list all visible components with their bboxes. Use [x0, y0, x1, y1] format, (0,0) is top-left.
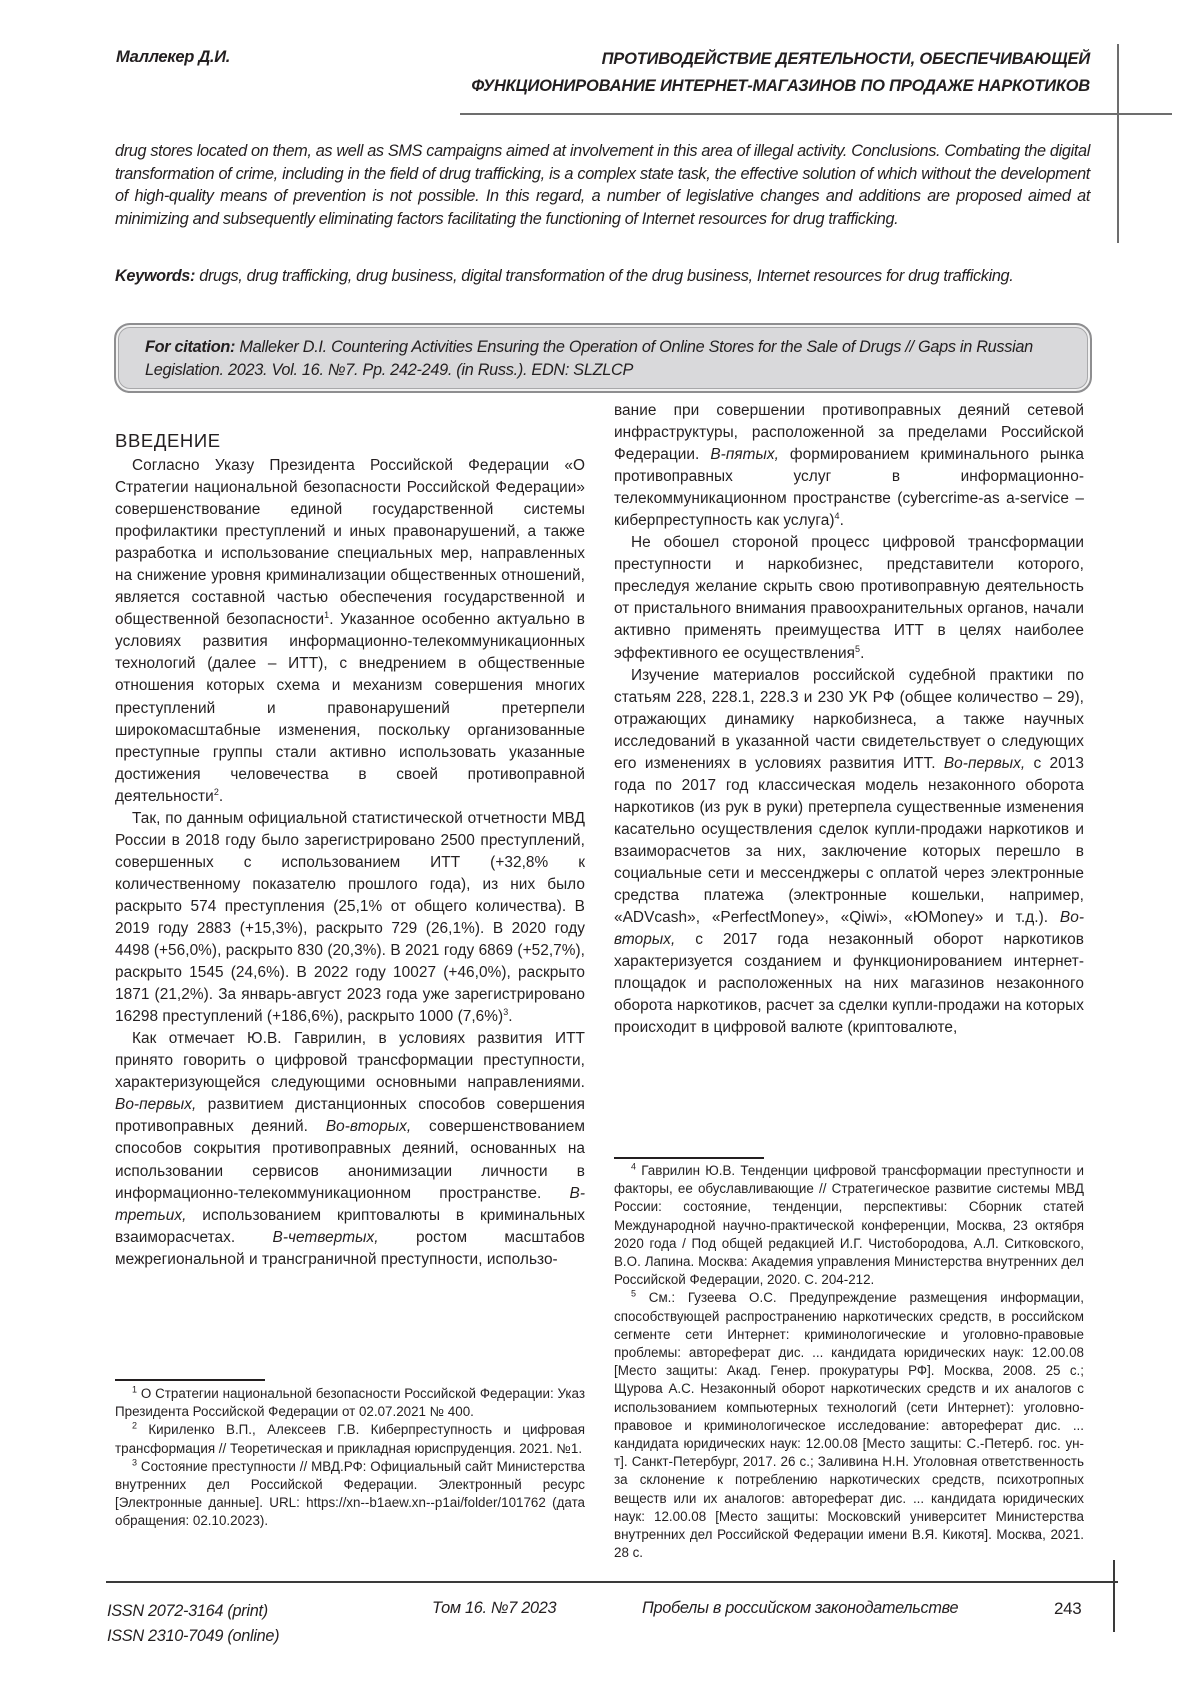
- footnote: $^4$ Гаврилин Ю.В. Тенденции цифровой трансформации преступности и факторы, ее обуславливающие // Стратегическое развитие системы МВД России: состояние, тенденции, перспективы: Сборник статей Международной научно-практической конференции, Москва, 23 октября 2020 года / Под общей редакцией И.Г. Чистобородова, А.Л. Ситковского, В.О. Лапина. Москва: Академия управления Министерства внутренних дел Российской Федерации, 2020. С. 204-212.: [614, 1161, 1084, 1288]
- running-header-title-line1: ПРОТИВОДЕЙСТВИЕ ДЕЯТЕЛЬНОСТИ, ОБЕСПЕЧИВАЮЩЕЙ: [601, 50, 1090, 68]
- paragraph: вание при совершении противоправных деяний сетевой инфраструктуры, расположенной за пределами Российской Федерации. В-пятых, формированием криминального рынка противоправных услуг в информационно-телекоммуникационном пространстве (cybercrime-as a-service – киберпреступность как услуга)$^4$.: [614, 402, 1084, 530]
- footnote-ref[interactable]: 5: [855, 643, 861, 654]
- keywords-label: Keywords:: [115, 267, 196, 285]
- header-horizontal-rule: [460, 113, 1172, 115]
- footer-vertical-rule: [1113, 1560, 1115, 1632]
- paragraph: Не обошел стороной процесс цифровой трансформации преступности и наркобизнес, представители которого, преследуя желание скрыть свою противоправную деятельность от пристального внимания правоохранительных органов, начали активно применять преимущества ИТТ в целях наиболее эффективного ее осуществления$^5$.: [614, 534, 1084, 662]
- issn-online: ISSN 2310-7049 (online): [107, 1627, 280, 1645]
- footnote-ref[interactable]: 2: [213, 786, 219, 797]
- footnote-separator-left: [115, 1379, 265, 1381]
- running-header-title: [330, 46, 1090, 100]
- paragraph: Так, по данным официальной статистической отчетности МВД России в 2018 году было зарегистрировано 2500 преступлений, совершенных с использованием ИТТ (+32,8% к количественному показателю прошлого года), из них было раскрыто 574 преступления (25,1% от общего количества). В 2019 году 2883 (+15,3%), раскрыто 729 (26,1%). В 2020 году 4498 (+56,0%), раскрыто 830 (20,3%). В 2021 году 6869 (+52,7%), раскрыто 1545 (24,6%). В 2022 году 10027 (+46,0%), раскрыто 1871 (21,2%). За январь-август 2023 года уже зарегистрировано 16298 преступлений (+186,6%), раскрыто 1000 $(7,6\%)^3$.: [115, 809, 585, 1026]
- keywords: [115, 265, 1090, 288]
- body-column-right: [614, 400, 1084, 1039]
- footnote: $^1$ О Стратегии национальной безопасности Российской Федерации: Указ Президента Российской Федерации от 02.07.2021 № 400.: [115, 1384, 585, 1420]
- section-heading: ВВЕДЕНИЕ: [115, 430, 221, 451]
- footnotes-right: [614, 1162, 1084, 1562]
- running-header-title-line2: ФУНКЦИОНИРОВАНИЕ ИНТЕРНЕТ-МАГАЗИНОВ ПО ПРОДАЖЕ НАРКОТИКОВ: [471, 77, 1090, 95]
- page-number: 243: [1054, 1599, 1082, 1618]
- header-vertical-rule: [1117, 44, 1119, 243]
- running-header-author: Маллекер Д.И.: [116, 48, 231, 66]
- footnote-ref[interactable]: 4: [834, 511, 840, 522]
- paragraph: Как отмечает Ю.В. Гаврилин, в условиях развития ИТТ принято говорить о цифровой трансформации преступности, характеризующейся следующими основными направлениями. Во-первых, развитием дистанционных способов совершения противоправных деяний. Во-вторых, совершенствованием способов сокрытия противоправных деяний, основанных на использовании сервисов анонимизации личности в информационно-телекоммуникационном пространстве. В-третьих, использованием криптовалюты в криминальных взаиморасчетах. В-четвертых, ростом масштабов межрегиональной и трансграничной преступности, использо-: [115, 1030, 585, 1268]
- issn-print: ISSN 2072-3164 (print): [107, 1602, 268, 1620]
- footnote-ref[interactable]: 3: [503, 1007, 509, 1018]
- footnotes-left: [115, 1385, 585, 1531]
- footnote: $^2$ Кириленко В.П., Алексеев Г.В. Киберпреступность и цифровая трансформация // Теоретическая и прикладная юриспруденция. 2021. №1.: [115, 1420, 585, 1456]
- abstract-text: drug stores located on them, as well as SMS campaigns aimed at involvement in this area of illegal activity. Conclusions. Combating the digital transformation of crime, including in the field of drug trafficking, is a complex state task, the effective solution of which without the development of high-quality means of prevention is not possible. In this regard, a number of legislative changes and additions are proposed aimed at minimizing and subsequently eliminating factors facilitating the functioning of Internet resources for drug trafficking.: [115, 142, 1090, 229]
- footer-issn: [107, 1599, 279, 1649]
- footer-horizontal-rule: [106, 1581, 1118, 1583]
- paragraph: Согласно Указу Президента Российской Федерации «О Стратегии национальной безопасности Российской Федерации» совершенствование единой государственной системы профилактики преступлений и иных правонарушений, а также разработка и использование специальных мер, направленных на снижение уровня криминализации общественных отношений, является составной частью обеспечения государственной и общественной безопасности$^1$. Указанное особенно актуально в условиях развития информационно-телекоммуникационных технологий (далее – ИТТ), с внедрением в общественные отношения которых схема и механизм совершения многих преступлений и правонарушений претерпели широкомасштабные изменения, поскольку организованные преступные группы стали активно использовать указанные достижения человечества в своей противоправной деятельности$^2$.: [115, 457, 585, 805]
- footnote: $^5$ См.: Гузеева О.С. Предупреждение размещения информации, способствующей распространению наркотических средств, в российском сегменте сети Интернет: криминологические и уголовно-правовые проблемы: автореферат дис. ... кандидата юридических наук: 12.00.08 [Место защиты: Акад. Генер. прокуратуры РФ]. Москва, 2008. 25 с.; Щурова А.С. Незаконный оборот наркотических средств и их аналогов с использованием компьютерных технологий (сети Интернет): уголовно-правовое и криминологическое исследование: автореферат дис. ... кандидата юридических наук: 12.00.08 [Место защиты: С.-Петерб. гос. ун-т]. Санкт-Петербург, 2017. 26 с.; Заливина Н.Н. Уголовная ответственность за склонение к потреблению наркотических средств, психотропных веществ или их аналогов: автореферат дис. ... кандидата юридических наук: 12.00.08 [Место защиты: Московский университет Министерства внутренних дел Российской Федерации имени В.Я. Кикотя]. Москва, 2021. 28 с.: [614, 1288, 1084, 1561]
- paragraph: Изучение материалов российской судебной практики по статьям 228, 228.1, 228.3 и 230 УК РФ (общее количество – 29), отражающих динамику наркобизнеса, а также научных исследований в указанной части свидетельствует о следующих его изменениях в условиях развития ИТТ. Во-первых, с 2013 года по 2017 год классическая модель незаконного оборота наркотиков (из рук в руки) претерпела существенные изменения касательно осуществления сделок купли-продажи наркотиков и взаиморасчетов за них, заключение которых перешло в социальные сети и мессенджеры с оплатой через электронные средства платежа (электронные кошельки, например, «ADVcash», «PerfectMoney», «Qiwi», «ЮMoney» и т.д.). Во-вторых, с 2017 года незаконный оборот наркотиков характеризуется созданием и функционированием интернет-площадок и расположенных на них магазинов незаконного оборота наркотиков, расчет за сделки купли-продажи на которых происходит в цифровой валюте (криптовалюте,: [614, 666, 1084, 1037]
- citation-text: [145, 336, 1075, 381]
- footer-journal-title: Пробелы в российском законодательстве: [642, 1599, 959, 1617]
- citation-label: For citation:: [145, 338, 236, 356]
- citation-body: Malleker D.I. Countering Activities Ensuring the Operation of Online Stores for the Sale of Drugs // Gaps in Russian Legislation. 2023. Vol. 16. №7. Pp. 242-249. (in Russ.). EDN: SLZLCP: [145, 338, 1033, 379]
- footnote: $^3$ Состояние преступности // МВД.РФ: Официальный сайт Министерства внутренних дел Российской Федерации. Электронный ресурс [Электронные данные]. URL: https://xn--b1aew.xn--p1ai/folder/101762 (дата обращения: 02.10.2023).: [115, 1457, 585, 1529]
- body-column-left: [115, 455, 585, 1271]
- keywords-text: drugs, drug trafficking, drug business, digital transformation of the drug business, Internet resources for drug trafficking.: [195, 267, 1014, 285]
- footer-volume: Том 16. №7 2023: [432, 1599, 557, 1617]
- footnote-separator-right: [614, 1157, 764, 1159]
- footnote-ref[interactable]: 1: [324, 610, 330, 621]
